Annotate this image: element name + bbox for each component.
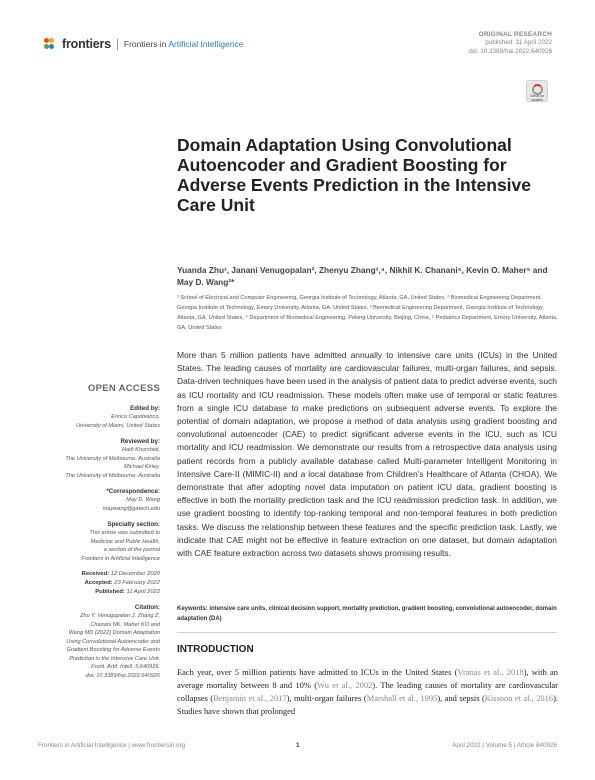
check-for-updates-button[interactable]	[526, 80, 548, 102]
correspondence-label: *Correspondence:	[106, 488, 160, 495]
reviewer-name: Hadi Khorshidi,	[122, 447, 160, 453]
frontiers-logo-icon	[44, 38, 58, 50]
specialty-line: Medicine and Public Health,	[90, 538, 160, 545]
open-access-label: OPEN ACCESS	[87, 383, 160, 394]
keywords-text: intensive care units, clinical decision support, mortality prediction, gradient boosting, convolutional autoencoder, domain adaptation (DA)	[177, 606, 557, 622]
citation-line: Using Convolutional Autoencoder and	[66, 638, 160, 645]
keywords-label: Keywords:	[177, 606, 208, 612]
footer-volume: April 2022 | Volume 5 | Article 640926	[452, 742, 557, 749]
citation-link[interactable]: Benjamin et al., 2017	[213, 693, 287, 703]
citation-label: Citation:	[134, 604, 160, 612]
specialty-line: a section of the journal	[103, 547, 160, 553]
citation-line: Prediction in the Intensive Care Unit.	[69, 655, 160, 662]
citation-doi[interactable]: doi: 10.3389/frai.2022.640926	[85, 672, 160, 679]
intro-paragraph: Each year, over 5 million patients have admitted to ICUs in the United States (Vranas et al., 2018), with an average mortality between 8 and 10% (Wu et al., 2002). The leading causes of mortality are cardiovascular collapses (Benjamin et al., 2017), multi-organ failures (Marshall et al., 1995), and sepsis (Kissoon et al., 2016). Studies have shown that prolonged	[177, 667, 558, 716]
received-date: Received: 12 December 2020	[81, 571, 160, 577]
publisher-name: frontiers	[62, 37, 111, 51]
citation-line: Chanani NK, Maher KO and	[90, 621, 160, 628]
page-number: 1	[296, 742, 300, 749]
reviewer-name: Michael Kirley,	[124, 464, 160, 470]
author-list: Yuanda Zhu¹, Janani Venugopalan², Zhenyu Zhang³,⁴, Nikhil K. Chanani⁵, Kevin O. Maher⁵ and May D. Wang²*	[177, 265, 548, 287]
correspondence-name: May D. Wang	[126, 497, 160, 503]
keywords	[177, 605, 557, 624]
footer-journal[interactable]: Frontiers in Artificial Intelligence | www.frontiersin.org	[38, 742, 186, 749]
published-date: published: 11 April 2022	[485, 39, 552, 46]
citation-link[interactable]: Vranas et al., 2018	[457, 667, 524, 677]
intro-heading: INTRODUCTION	[177, 644, 254, 655]
published-date-sidebar: Published: 11 April 2022	[95, 588, 160, 595]
specialty-line: This article was submitted to	[89, 530, 160, 536]
abstract: More than 5 million patients have admitted annually to intensive care units (ICUs) in the United States. The leading causes of mortality are cardiovascular failures, multi-organ failures, and sepsis. Data-driven techniques have been used in the analysis of patient data to predict adverse events, such as ICU mortality and ICU readmission. These models often make use of temporal or static features from a single ICU database to make predictions on subsequent adverse events. To explore the potential of domain adaptation, we propose a method of data analysis using gradient boosting and convolutional autoencoder (CAE) to predict significant adverse events in the ICU, such as ICU mortality and ICU readmission. We demonstrate our results from a retrospective data analysis using patient records from a publicly available database called Multi-parameter Intelligent Monitoring in Intensive Care-II (MIMIC-II) and a local database from Children's Healthcare of Atlanta (CHOA). We demonstrate that after adopting novel data imputation on patient ICU data, gradient boosting is effective in both the mortality prediction task and the ICU readmission prediction task. In addition, we use gradient boosting to identify top-ranking temporal and non-temporal features in both prediction tasks. We discuss the relationship between these features and the specific prediction task. Lastly, we indicate that CAE might not be effective in feature extraction on one dataset, but domain adaptation with CAE feature extraction across two datasets shows promising results.	[177, 350, 557, 559]
accepted-date: Accepted: 23 February 2022	[84, 579, 160, 586]
citation-line: Wang MD (2022) Domain Adaptation	[68, 630, 160, 637]
page-footer	[38, 742, 557, 750]
editor-affiliation: University of Miami, United States	[76, 422, 160, 429]
edited-by-label: Edited by:	[130, 405, 160, 412]
correspondence-email[interactable]: maywang@gatech.edu	[102, 505, 160, 512]
logo-divider	[117, 39, 118, 50]
citation-link[interactable]: Kissoon et al., 2016	[484, 693, 554, 703]
article-title: Domain Adaptation Using Convolutional Autoencoder and Gradient Boosting for Adverse Events Prediction in the Intensive Care Unit	[177, 135, 531, 215]
citation-line: Gradient Boosting for Adverse Events	[66, 647, 160, 654]
specialty-section-label: Specialty section:	[107, 521, 160, 528]
citation-line: Zhu Y, Venugopalan J, Zhang Z,	[79, 613, 160, 620]
affiliations: ¹ School of Electrical and Computer Engineering, Georgia Institute of Technology, Atlanta, GA, United States, ² Biomedical Engineering Department, Georgia Institute of Technology, Emory University, Atlanta, GA, United States, ³ Biomedical Engineering Department, Georgia Institute of Technology, Atlanta, GA, United States, ⁴ Department of Biomedical Engineering, Peking University, Beijing, China, ⁵ Pediatrics Department, Emory University, Atlanta, GA, United States	[177, 295, 558, 331]
doi[interactable]: doi: 10.3389/frai.2022.640926	[468, 48, 552, 55]
journal-name: Frontiers in Artificial Intelligence	[123, 39, 244, 49]
section-divider	[177, 632, 557, 633]
reviewer-affiliation: The University of Melbourne, Australia	[65, 455, 160, 462]
citation-link[interactable]: Marshall et al., 1995	[366, 693, 438, 703]
sidebar	[34, 383, 160, 680]
specialty-line: Frontiers in Artificial Intelligence	[81, 555, 160, 562]
citation-line: Front. Artif. Intell. 5:640926.	[91, 664, 160, 671]
reviewer-affiliation: The University of Melbourne, Australia	[65, 472, 160, 479]
reviewed-by-label: Reviewed by:	[120, 438, 160, 445]
citation-link[interactable]: Wu et al., 2002	[317, 680, 373, 690]
article-meta	[468, 31, 552, 56]
badge-label: Check for updates	[529, 94, 545, 102]
article-type: ORIGINAL RESEARCH	[478, 31, 552, 38]
editor-name: Enrico Capobianco,	[111, 414, 160, 420]
journal-logo[interactable]	[44, 37, 243, 51]
